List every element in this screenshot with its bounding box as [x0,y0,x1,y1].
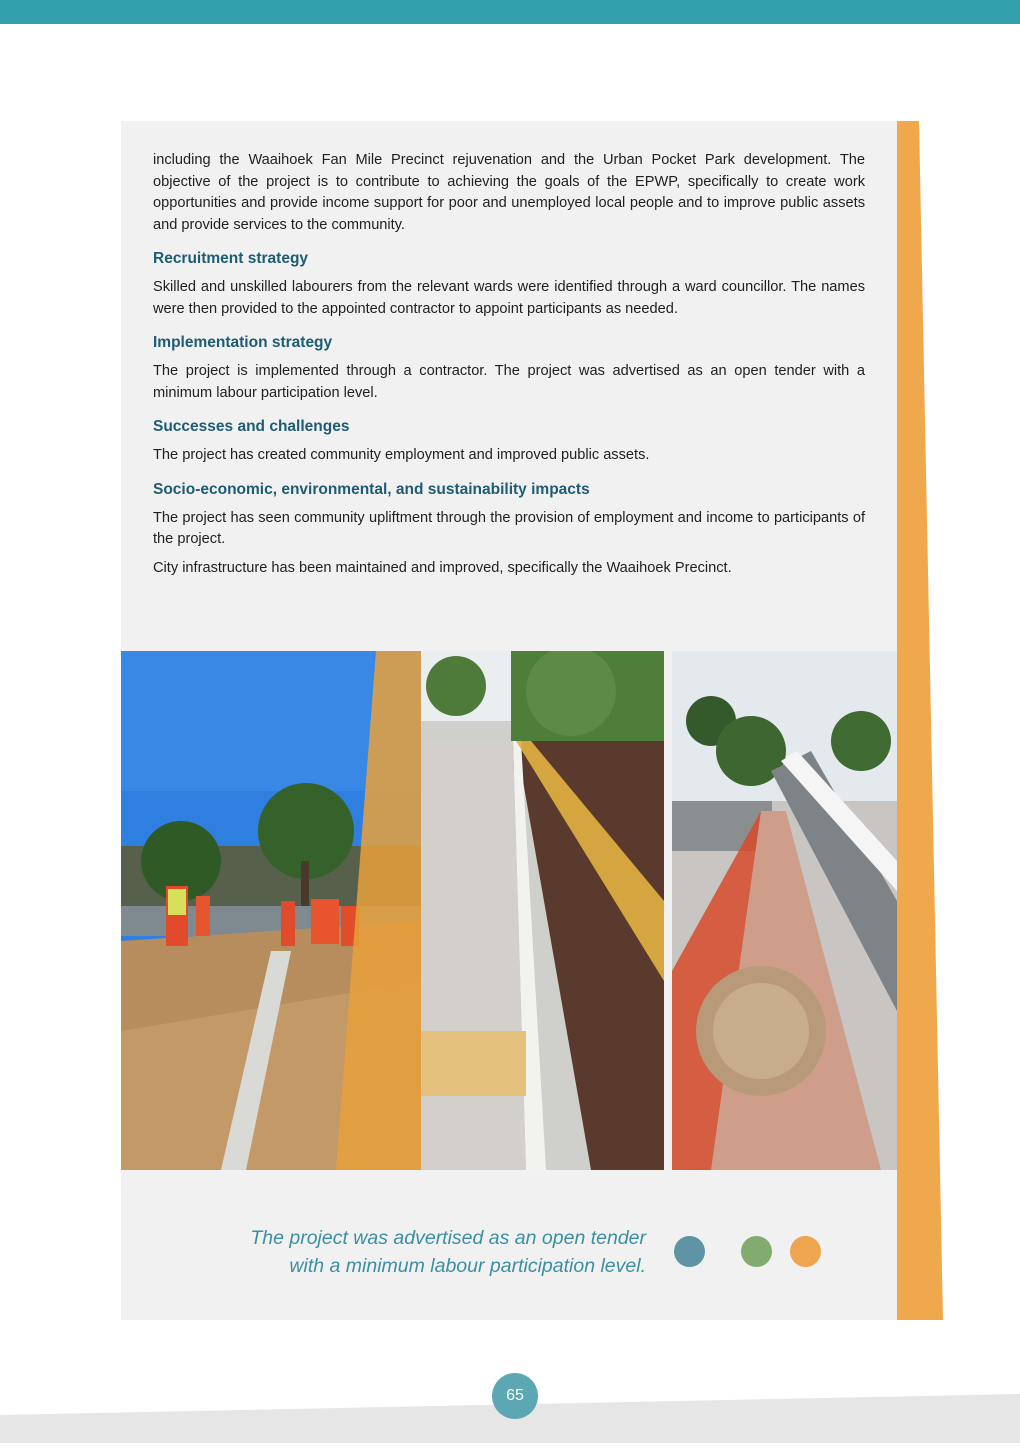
pull-quote [180,1224,646,1280]
body-text [153,150,865,586]
section-heading-successes: Successes and challenges [153,418,350,435]
orange-side-strip [897,121,943,1320]
section-heading-impacts: Socio-economic, environmental, and sustainability impacts [153,480,590,498]
intro-paragraph: including the Waaihoek Fan Mile Precinct rejuvenation and the Urban Pocket Park development. The objective of the project is to contribute to achieving the goals of the EPWP, specifically to create work opportunities and provide income support for poor and unemployed local people and to improve public assets and provide services to the community. [153,152,865,233]
successes-paragraph: The project has created community employment and improved public assets. [153,447,650,463]
photo-gap [664,651,672,1170]
impacts-paragraph-2: City infrastructure has been maintained and improved, specifically the Waaihoek Precinct. [153,559,732,576]
impacts-paragraph-1: The project has seen community upliftment through the provision of employment and income to participants of the project. [153,509,865,547]
pull-quote-line-1: The project was advertised as an open tender [250,1227,646,1249]
blue-dot [674,1236,705,1267]
section-heading-recruitment: Recruitment strategy [153,250,309,267]
implementation-paragraph: The project is implemented through a contractor. The project was advertised as an open tender with a minimum labour participation level. [153,363,865,401]
section-heading-implementation: Implementation strategy [153,334,333,351]
pull-quote-line-2: with a minimum labour participation level. [289,1255,646,1277]
photo-collage [121,651,897,1170]
bridge-walkway-photo [672,651,897,1170]
green-dot [741,1236,772,1267]
paved-walkway-photo [421,651,664,1170]
top-teal-bar [0,0,1020,24]
page-number: 65 [492,1373,538,1419]
orange-dot [790,1236,821,1267]
recruitment-paragraph: Skilled and unskilled labourers from the relevant wards were identified through a ward councillor. The names were then provided to the appointed contractor to appoint participants as needed. [153,279,865,317]
